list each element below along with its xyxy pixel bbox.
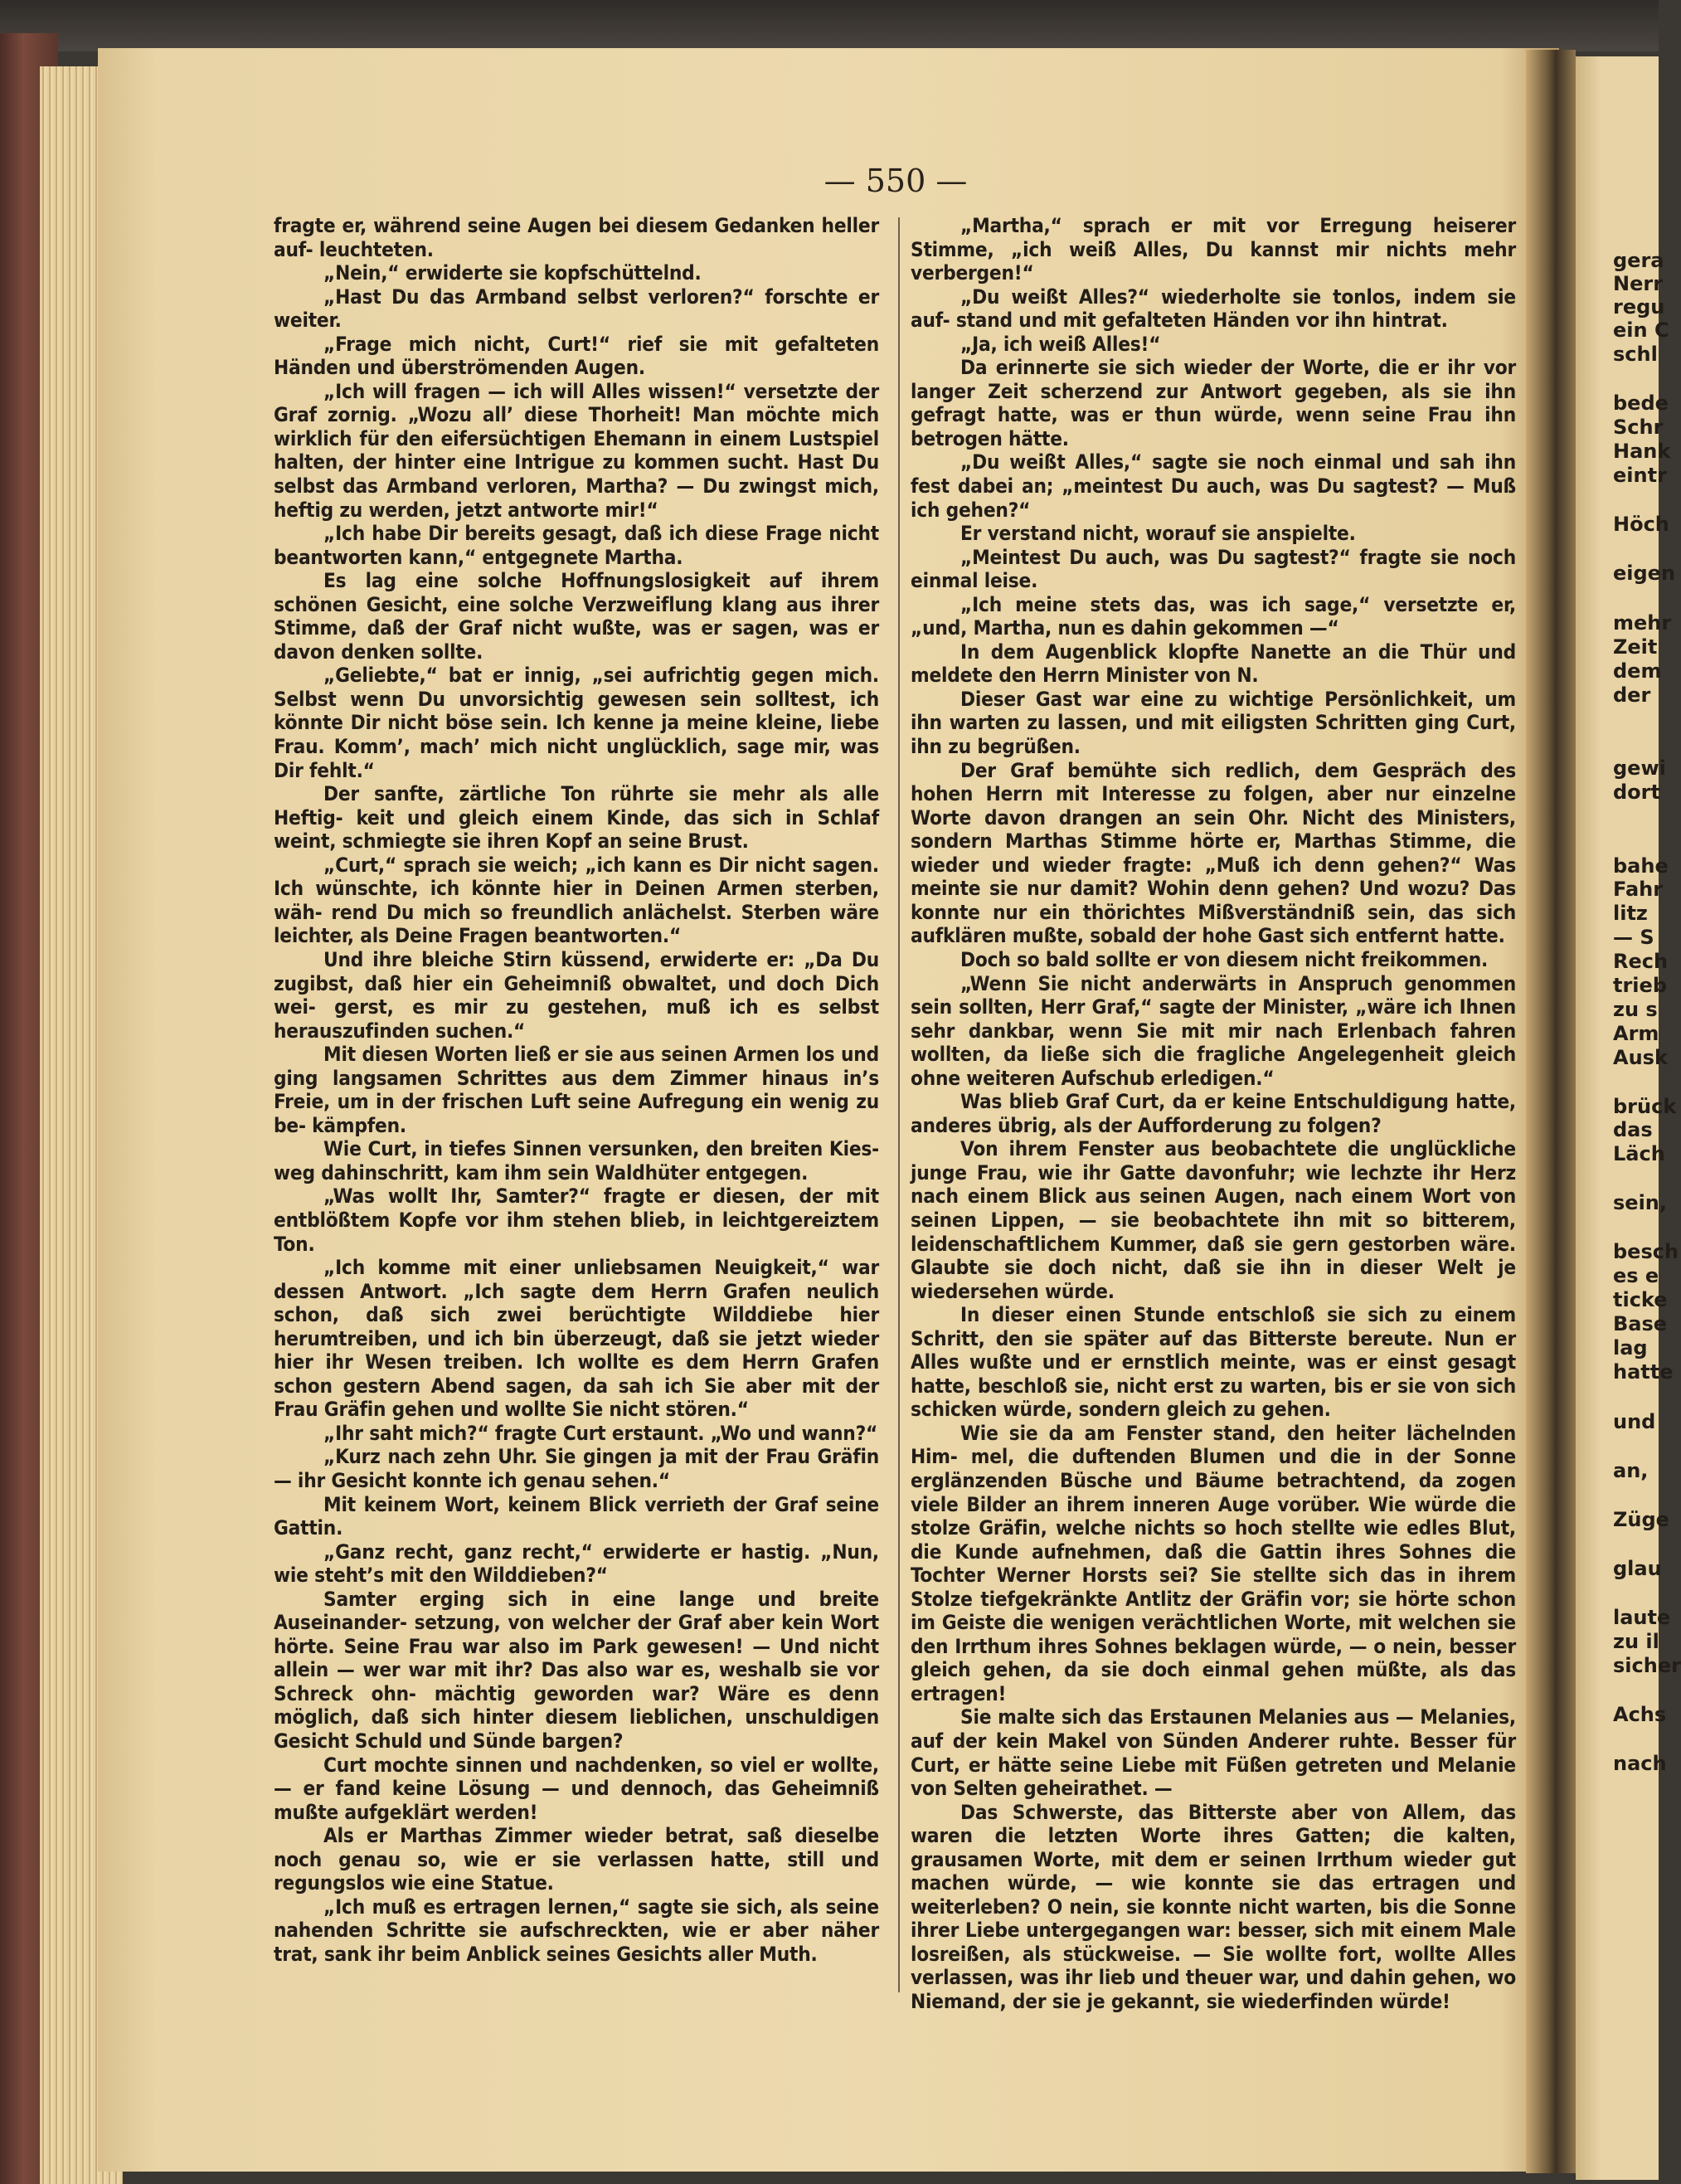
paragraph: Was blieb Graf Curt, da er keine Entschuldigung hatte, anderes übrig, als der Aufforderung zu folgen? <box>911 1090 1516 1137</box>
facing-page-fragment: besch <box>1613 1240 1679 1263</box>
facing-page-fragment: trieb <box>1613 974 1667 997</box>
facing-page-fragment: zu il <box>1613 1630 1659 1653</box>
facing-page-fragment: an, <box>1613 1459 1649 1482</box>
book-gutter <box>1526 50 1576 2173</box>
facing-page-fragment: gewi <box>1613 756 1666 780</box>
paragraph: „Curt,“ sprach sie weich; „ich kann es Dir nicht sagen. Ich wünschte, ich könnte hier in Deinen Armen sterben, wäh- rend Du mich so freundlich anlächelst. Sterben wäre leichter, als Deine Fragen beantworten.“ <box>274 853 879 948</box>
paragraph: „Geliebte,“ bat er innig, „sei aufrichtig gegen mich. Selbst wenn Du unvorsichtig gewesen sein solltest, ich könnte Dir nicht böse sein. Ich kenne ja meine kleine, liebe Frau. Komm’, mach’ mich nicht unglücklich, sage mir, was Dir fehlt.“ <box>274 664 879 782</box>
paragraph: In dem Augenblick klopfte Nanette an die Thür und meldete den Herrn Minister von N. <box>911 640 1516 688</box>
facing-page-fragment: glau <box>1613 1557 1662 1580</box>
paragraph: Samter erging sich in eine lange und breite Auseinander- setzung, von welcher der Graf aber kein Wort hörte. Seine Frau war also im Park gewesen! — Und nicht allein — wer war mit ihr? Das also war es, weshalb sie vor Schreck ohn- mächtig geworden war? Wäre es denn möglich, daß sich hinter diesem lieblichen, unschuldigen Gesicht Schuld und Sünde bargen? <box>274 1587 879 1753</box>
paragraph: „Meintest Du auch, was Du sagtest?“ fragte sie noch einmal leise. <box>911 545 1516 593</box>
paragraph: Der Graf bemühte sich redlich, dem Gespräch des hohen Herrn mit Interesse zu folgen, aber nur einzelne Worte davon drangen an sein Ohr. Nicht des Ministers, sondern Marthas Stimme hörte er, Marthas Stimme, die wieder und wieder fragte: „Muß ich denn gehen?“ Was meinte sie nur damit? Wohin denn gehen? Und wozu? Das konnte nur ein thörichtes Mißverständniß sein, das sich aufklären mußte, sobald der hohe Gast sich entfernt hatte. <box>911 758 1516 948</box>
page-number: — 550 — <box>823 163 968 199</box>
paragraph: „Du weißt Alles,“ sagte sie noch einmal und sah ihn fest dabei an; „meintest Du auch, was Du sagtest? — Muß ich gehen?“ <box>911 450 1516 522</box>
paragraph: Mit keinem Wort, keinem Blick verrieth der Graf seine Gattin. <box>274 1492 879 1540</box>
facing-page-fragment: und <box>1613 1410 1656 1433</box>
facing-page-fragment: schl <box>1613 343 1658 366</box>
paragraph: Der sanfte, zärtliche Ton rührte sie mehr als alle Heftig- keit und gleich einem Kinde, das sich in Schlaf weint, schmiegte sie ihren Kopf an seine Brust. <box>274 782 879 854</box>
paragraph: „Ich komme mit einer unliebsamen Neuigkeit,“ war dessen Antwort. „Ich sagte dem Herrn Grafen neulich schon, daß sich zwei berüchtigte Wilddiebe hier herumtreiben, und ich bin überzeugt, daß sie jetzt wieder hier ihr Wesen treiben. Ich wollte es dem Herrn Grafen schon gestern Abend sagen, da sah ich Sie aber mit der Frau Gräfin gehen und wollte Sie nicht stören.“ <box>274 1256 879 1422</box>
paragraph: Sie malte sich das Erstaunen Melanies aus — Melanies, auf der kein Makel von Sünden Anderer ruhte. Besser für Curt, er hätte seine Liebe mit Füßen getreten und Melanie von Selten geheirathet. — <box>911 1705 1516 1801</box>
book-cover-top <box>0 0 1659 51</box>
facing-page-fragment: Nerr <box>1613 272 1664 295</box>
paragraph: Er verstand nicht, worauf sie anspielte. <box>960 522 1356 546</box>
paragraph: Da erinnerte sie sich wieder der Worte, die er ihr vor langer Zeit scherzend zur Antwort gegeben, als sie ihn gefragt hatte, was er thun würde, wenn seine Frau ihn betrogen hätte. <box>911 356 1516 450</box>
facing-page-fragment: Ausk <box>1613 1046 1668 1069</box>
facing-page-fragment: sicher <box>1613 1654 1681 1677</box>
facing-page-fragment: litz <box>1613 902 1648 925</box>
facing-page-fragment: dem <box>1613 659 1662 683</box>
facing-page-fragment: gera <box>1613 249 1664 272</box>
paragraph: Curt mochte sinnen und nachdenken, so viel er wollte, — er fand keine Lösung — und dennoch, das Geheimniß mußte aufgeklärt werden! <box>274 1753 879 1824</box>
facing-page-fragment: Zeit <box>1613 635 1658 659</box>
paragraph: „Du weißt Alles?“ wiederholte sie tonlos, indem sie auf- stand und mit gefalteten Händen vor ihn hintrat. <box>911 285 1516 333</box>
paragraph: „Martha,“ sprach er mit vor Erregung heiserer Stimme, „ich weiß Alles, Du kannst mir nichts mehr verbergen!“ <box>911 214 1516 285</box>
facing-page-fragment: es e <box>1613 1264 1659 1287</box>
facing-page-fragment: bahe <box>1613 854 1669 878</box>
paragraph: „Was wollt Ihr, Samter?“ fragte er diesen, der mit entblößtem Kopfe vor ihm stehen blieb, in leichtgereiztem Ton. <box>274 1184 879 1256</box>
facing-page-fragment: sein, <box>1613 1191 1667 1214</box>
right-text-column <box>911 214 1516 2014</box>
facing-page-fragment: das <box>1613 1118 1653 1141</box>
facing-page-fragment: brück <box>1613 1095 1677 1118</box>
facing-page-fragment: lag <box>1613 1336 1648 1360</box>
facing-page-fragment: Arm <box>1613 1022 1659 1045</box>
facing-page-fragment: Züge <box>1613 1508 1669 1531</box>
facing-page-fragment: Base <box>1613 1312 1668 1335</box>
facing-page-fragment: der <box>1613 683 1651 707</box>
facing-page-fragment: eigen <box>1613 562 1676 585</box>
paragraph: Mit diesen Worten ließ er sie aus seinen Armen los und ging langsamen Schrittes aus dem Zimmer hinaus in’s Freie, um in der frischen Luft seine Aufregung ein wenig zu be- kämpfen. <box>274 1043 879 1137</box>
paragraph: „Ihr saht mich?“ fragte Curt erstaunt. „Wo und wann?“ <box>323 1421 878 1445</box>
facing-page-fragment: zu s <box>1613 998 1658 1021</box>
paragraph: Und ihre bleiche Stirn küssend, erwiderte er: „Da Du zugibst, daß hier ein Geheimniß obwaltet, und doch Dich wei- gerst, es mir zu gestehen, muß ich es selbst herauszufinden suchen.“ <box>274 947 879 1043</box>
paragraph: In dieser einen Stunde entschloß sie sich zu einem Schritt, den sie später auf das Bitterste bereute. Nun er Alles wußte und er ernstlich meinte, was er einst gesagt hatte, beschloß sie, nicht erst zu warten, bis er sie von sich schicken würde, sondern gleich zu gehen. <box>911 1303 1516 1422</box>
paragraph: „Frage mich nicht, Curt!“ rief sie mit gefalteten Händen und überströmenden Augen. <box>274 332 879 380</box>
facing-page-fragment: mehr <box>1613 611 1672 635</box>
facing-page-fragment: Schr <box>1613 416 1664 439</box>
facing-page-fragment: regu <box>1613 295 1665 319</box>
facing-page-fragment: Fahr <box>1613 878 1664 901</box>
paragraph: Von ihrem Fenster aus beobachtete die unglückliche junge Frau, wie ihr Gatte davonfuhr; wie lechzte ihr Herz nach einem Blick aus seinen Augen, nach einem Wort von seinen Lippen, — sie beobachtete ihn mit so bitterem, leidenschaftlichem Kummer, daß sie gern gestorben wäre. Glaubte sie doch nicht, daß sie ihn in dieser Welt je wiedersehen würde. <box>911 1137 1516 1303</box>
column-rule <box>898 217 900 1992</box>
paragraph: „Hast Du das Armband selbst verloren?“ forschte er weiter. <box>274 285 879 333</box>
facing-page-fragment: hatte <box>1613 1360 1674 1384</box>
paragraph: „Ja, ich weiß Alles!“ <box>960 332 1161 356</box>
facing-page-fragment: Höch <box>1613 513 1669 536</box>
facing-page-fragment: — S <box>1613 926 1654 949</box>
paragraph: Wie Curt, in tiefes Sinnen versunken, den breiten Kies- weg dahinschritt, kam ihm sein Waldhüter entgegen. <box>274 1137 879 1184</box>
paragraph: Es lag eine solche Hoffnungslosigkeit auf ihrem schönen Gesicht, eine solche Verzweiflung klang aus ihrer Stimme, daß der Graf nicht wußte, was er sagen, was er davon denken sollte. <box>274 569 879 664</box>
paragraph: „Ganz recht, ganz recht,“ erwiderte er hastig. „Nun, wie steht’s mit den Wilddieben?“ <box>274 1540 879 1588</box>
paragraph: „Kurz nach zehn Uhr. Sie gingen ja mit der Frau Gräfin — ihr Gesicht konnte ich genau sehen.“ <box>274 1445 879 1492</box>
facing-page-fragment: bede <box>1613 392 1669 415</box>
paragraph: „Ich muß es ertragen lernen,“ sagte sie sich, als seine nahenden Schritte sie aufschreckten, wie er aber näher trat, sank ihr beim Anblick seines Gesichts aller Muth. <box>274 1895 879 1966</box>
left-text-column <box>274 214 879 1966</box>
paragraph: fragte er, während seine Augen bei diesem Gedanken heller auf- leuchteten. <box>274 214 879 261</box>
facing-page-fragment: Läch <box>1613 1142 1665 1165</box>
paragraph: „Ich habe Dir bereits gesagt, daß ich diese Frage nicht beantworten kann,“ entgegnete Martha. <box>274 522 879 569</box>
facing-page-fragment: ticke <box>1613 1288 1668 1311</box>
paragraph: „Ich meine stets das, was ich sage,“ versetzte er, „und, Martha, nun es dahin gekommen —“ <box>911 592 1516 640</box>
facing-page-fragment: laute <box>1613 1606 1671 1629</box>
paragraph: „Ich will fragen — ich will Alles wissen!“ versetzte der Graf zornig. „Wozu all’ diese Thorheit! Man möchte mich wirklich für den eifersüchtigen Ehemann in einem Lustspiel halten, der hinter eine Intrigue zu kommen sucht. Hast Du selbst das Armband verloren, Martha? — Du zwingst mich, heftig zu werden, jetzt antworte mir!“ <box>274 379 879 522</box>
paragraph: Doch so bald sollte er von diesem nicht freikommen. <box>960 947 1489 971</box>
paragraph: Als er Marthas Zimmer wieder betrat, saß dieselbe noch genau so, wie er sie verlassen hatte, still und regungslos wie eine Statue. <box>274 1824 879 1895</box>
paragraph: Das Schwerste, das Bitterste aber von Allem, das waren die letzten Worte ihres Gatten; die kalten, grausamen Worte, mit dem er seinen Irrthum wieder gut machen würde, — wie konnte sie das ertragen und weiterleben? O nein, sie konnte nicht warten, bis die Sonne ihrer Liebe untergegangen war: besser, sich mit einem Male losreißen, als stückweise. — Sie wollte fort, wollte Alles verlassen, was ihr lieb und theuer war, und dahin gehen, wo Niemand, der sie je gekannt, sie wiederfinden würde! <box>911 1800 1516 2014</box>
facing-page-fragment: Rech <box>1613 950 1669 973</box>
facing-page-fragment: eintr <box>1613 464 1667 487</box>
paragraph: Dieser Gast war eine zu wichtige Persönlichkeit, um ihn warten zu lassen, und mit eiligsten Schritten ging Curt, ihn zu begrüßen. <box>911 687 1516 759</box>
paragraph: Wie sie da am Fenster stand, den heiter lächelnden Him- mel, die duftenden Blumen und die in der Sonne erglänzenden Büsche und Bäume betrachtend, da zogen viele Bilder an ihrem inneren Auge vorüber. Wie würde die stolze Gräfin, welche nichts so hoch stellte wie edles Blut, die Kunde aufnehmen, daß die Gattin ihres Sohnes die Tochter Werner Horsts sei? Sie stellte sich das in ihrem Stolze tiefgekränkte Antlitz der Gräfin vor; sie hörte schon im Geiste die wenigen verächtlichen Worte, mit welchen sie den Irrthum ihres Sohnes beklagen würde, — o nein, besser gleich gehen, da sie doch einmal gehen müßte, als das ertragen! <box>911 1421 1516 1705</box>
facing-page-fragment: dort <box>1613 781 1660 804</box>
paragraph: „Nein,“ erwiderte sie kopfschüttelnd. <box>323 261 702 285</box>
facing-page-fragment: Achs <box>1613 1703 1667 1726</box>
facing-page-fragment: Hank <box>1613 440 1671 463</box>
facing-page-fragment: ein C <box>1613 319 1669 342</box>
paragraph: „Wenn Sie nicht anderwärts in Anspruch genommen sein sollten, Herr Graf,“ sagte der Minister, „wäre ich Ihnen sehr dankbar, wenn Sie mit mir nach Erlenbach fahren wollten, da ließe sich die fragliche Angelegenheit gleich ohne weiteren Aufschub erledigen.“ <box>911 971 1516 1090</box>
facing-page-fragment: nach <box>1613 1752 1667 1775</box>
